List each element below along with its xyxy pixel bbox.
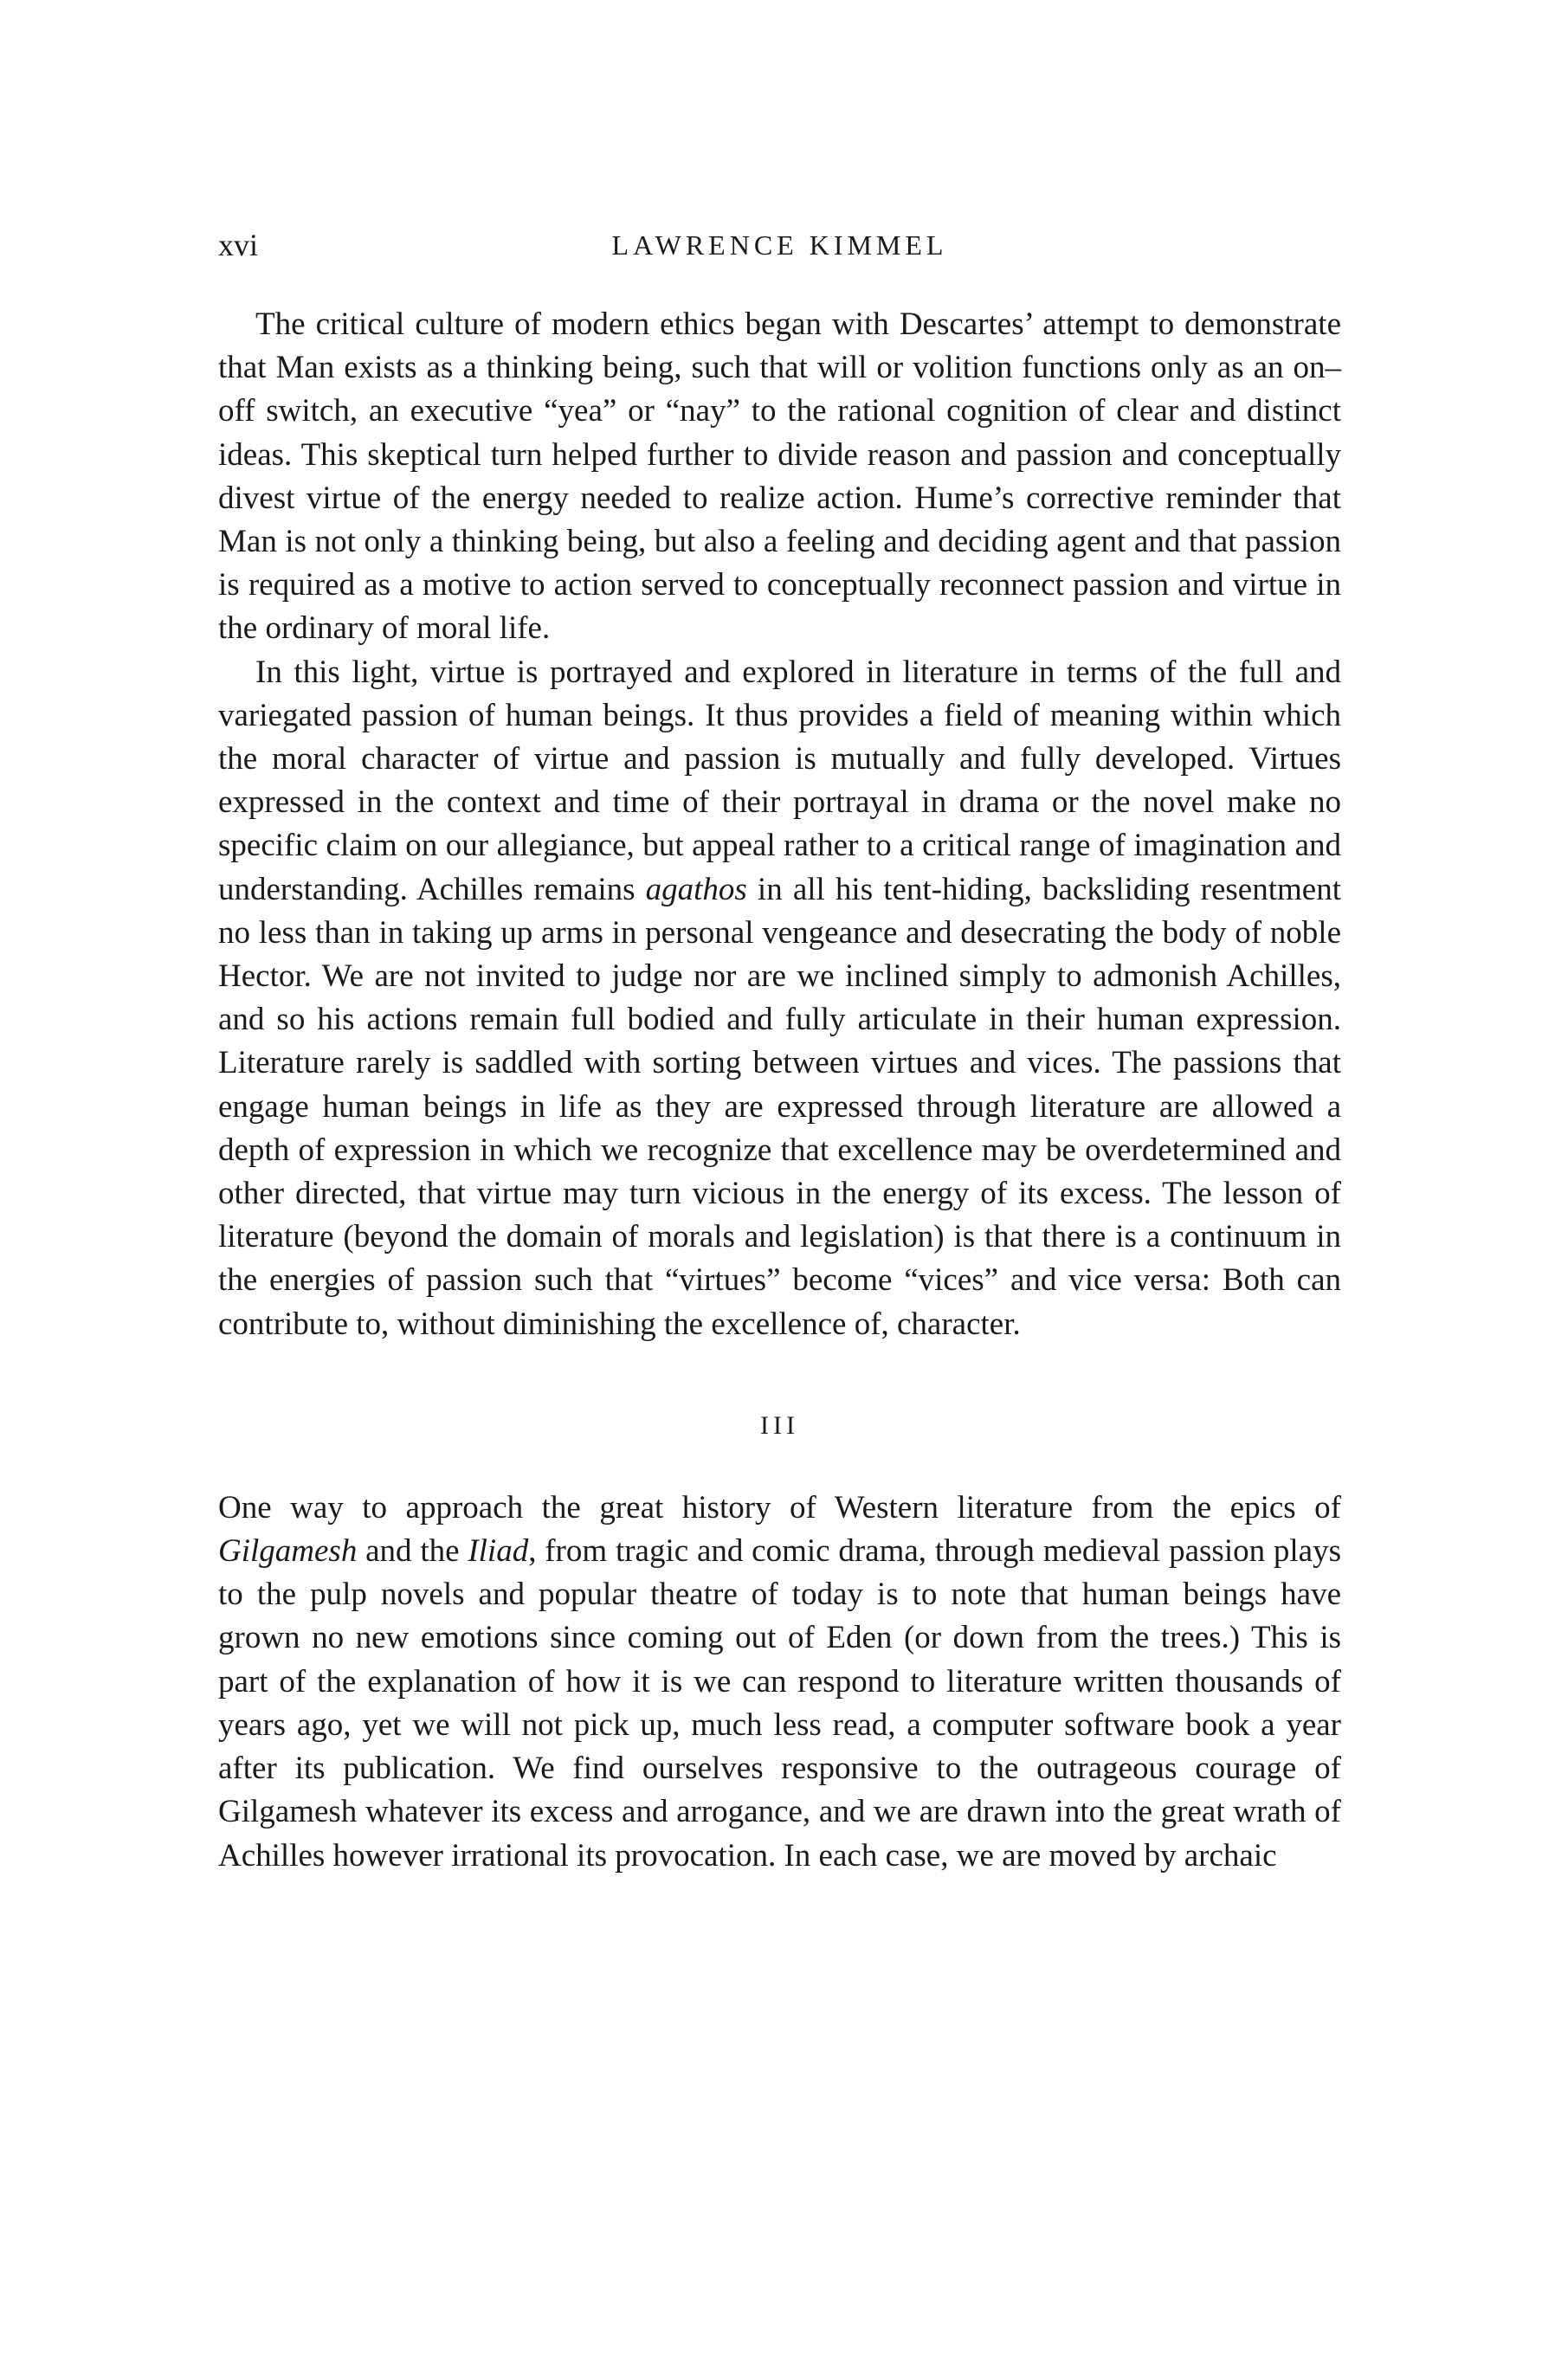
book-page — [218, 223, 1341, 1878]
paragraph-text: In this light, virtue is portrayed and explored in literature in terms of the full and variegated passion of human beings. It thus provides a field of meaning within which the moral character of virtue and passion is mutually and fully developed. Virtues expressed in the context and time of their portrayal in drama or the novel make no specific claim on our allegiance, but appeal rather to a critical range of imagination and understanding. Achilles remains — [218, 654, 1341, 907]
section-heading: III — [760, 1410, 799, 1440]
paragraph-text: and the — [357, 1533, 468, 1570]
paragraph-descartes-hume: The critical culture of modern ethics began with Descartes’ attempt to demonstrate that Man exists as a thinking being, such that will or volition functions only as an on–off switch, an executive “yea” or “nay” to the rational cognition of clear and distinct ideas. This skeptical turn helped further to divide reason and passion and conceptually divest virtue of the energy needed to realize action. Hume’s corrective reminder that Man is not only a thinking being, but also a feeling and deciding agent and that passion is required as a motive to action served to conceptually reconnect passion and virtue in the ordinary of moral life. — [218, 306, 1341, 647]
paragraph-text: One way to approach the great history of Western literature from the epics of — [218, 1489, 1341, 1525]
running-head-author: LAWRENCE KIMMEL — [611, 229, 948, 261]
italic-title-iliad: Iliad — [468, 1533, 529, 1570]
italic-title-gilgamesh: Gilgamesh — [218, 1533, 358, 1570]
page-number: xvi — [218, 228, 259, 262]
paragraph-text: , from tragic and comic drama, through medieval passion plays to the pulp novels and popular theatre of today is to note that human beings have grown no new emotions since coming out of Eden (or down from the trees.) This is part of the explanation of how it is we can respond to literature written thousands of years ago, yet we will not pick up, much less read, a computer software book a year after its publication. We find ourselves responsive to the outrageous courage of Gilgamesh whatever its excess and arrogance, and we are drawn into the great wrath of Achilles however irrational its provocation. In each case, we are moved by archaic — [218, 1533, 1341, 1874]
paragraph-western-literature — [218, 1487, 1341, 1878]
running-header — [218, 223, 1341, 267]
paragraph-text: in all his tent-hiding, backsliding resentment no less than in taking up arms in personal vengeance and desecrating the body of noble Hector. We are not invited to judge nor are we inclined simply to admonish Achilles, and so his actions remain full bodied and fully articulate in their human expression. Literature rarely is saddled with sorting between virtues and vices. The passions that engage human beings in life as they are expressed through literature are allowed a depth of expression in which we recognize that excellence may be overdetermined and other directed, that virtue may turn vicious in the energy of its excess. The lesson of literature (beyond the domain of morals and legislation) is that there is a continuum in the energies of passion such that “virtues” become “vices” and vice versa: Both can contribute to, without diminishing the excellence of, character. — [218, 871, 1341, 1342]
paragraph-virtue-literature — [218, 651, 1341, 1346]
italic-term-agathos: agathos — [645, 871, 747, 907]
body-text — [218, 303, 1341, 1878]
